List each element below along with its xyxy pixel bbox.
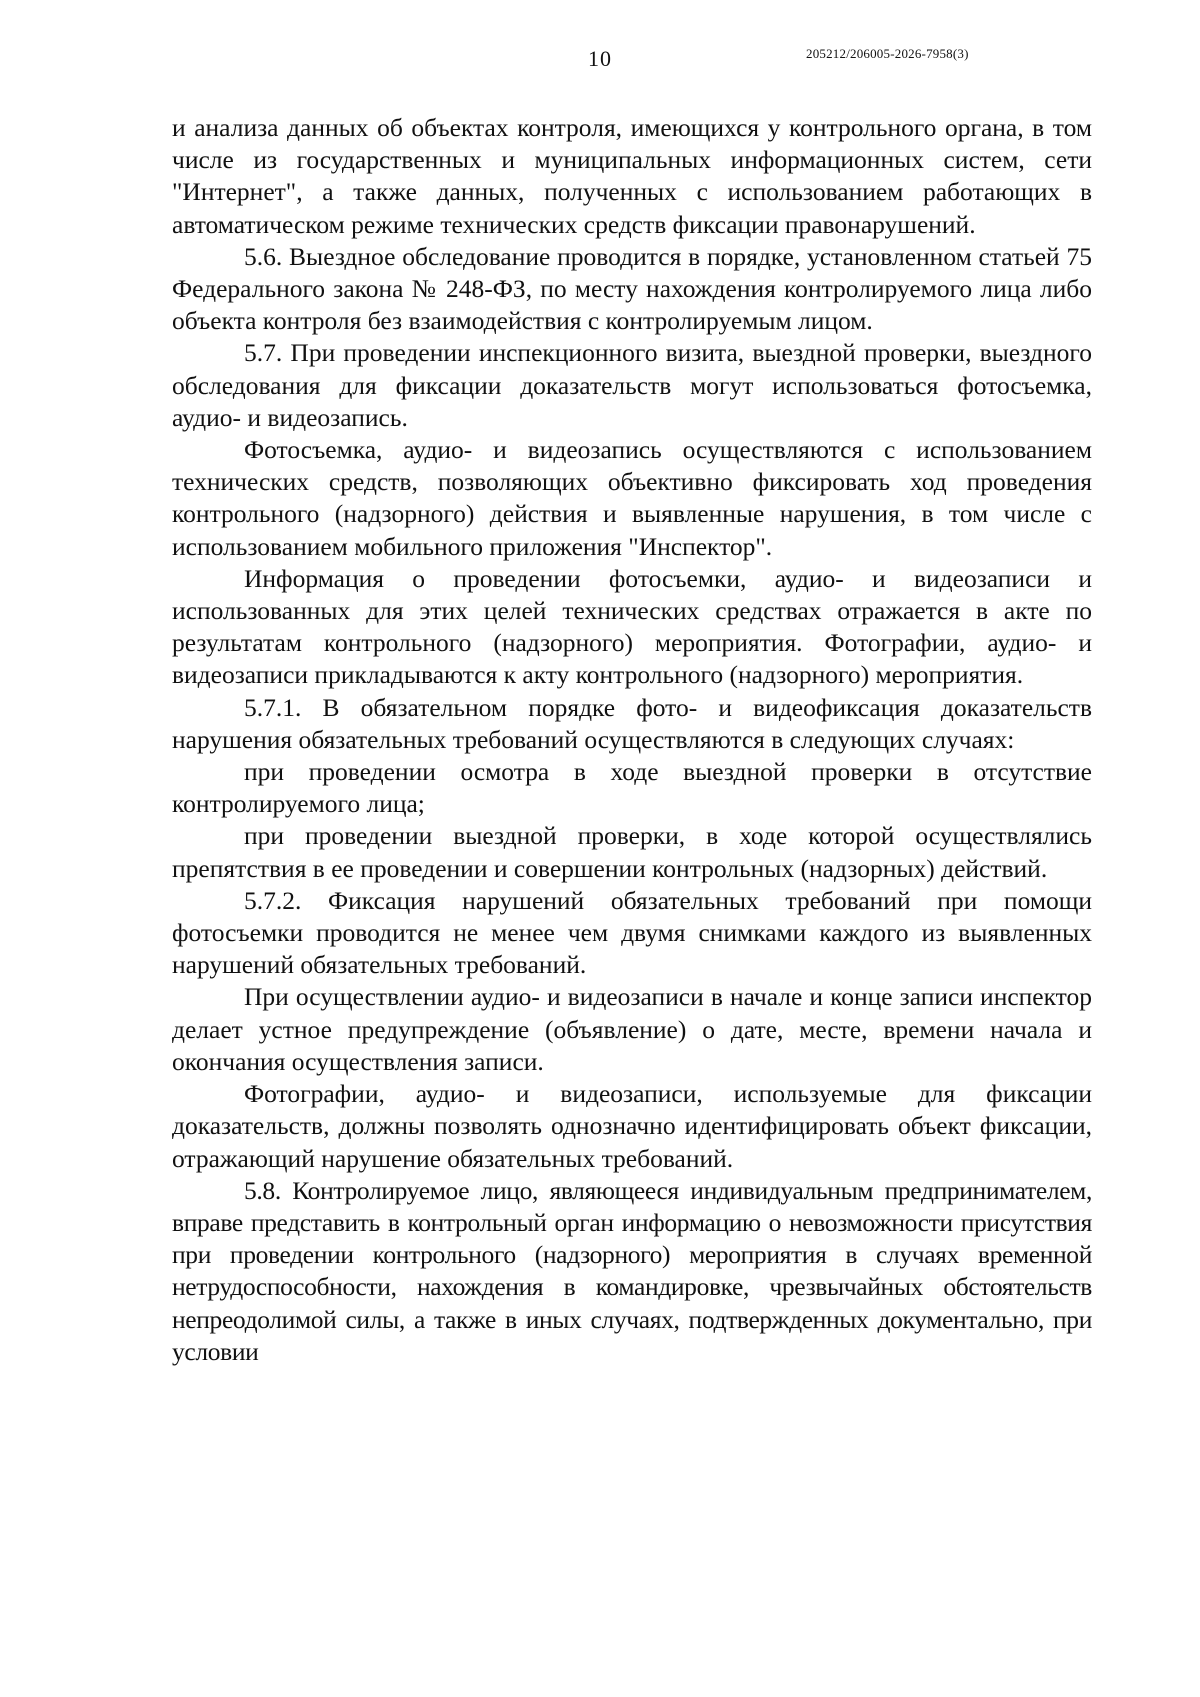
paragraph-5-7-1: 5.7.1. В обязательном порядке фото- и видеофиксация доказательств нарушения обязательных требований осуществляются в следующих случаях:	[172, 692, 1092, 754]
paragraph-identification: Фотографии, аудио- и видеозаписи, используемые для фиксации доказательств, должны позволять однозначно идентифицировать объект фиксации, отражающий нарушение обязательных требований.	[172, 1079, 1092, 1173]
paragraph-case-absence: при проведении осмотра в ходе выездной проверки в отсутствие контролируемого лица;	[172, 757, 1092, 819]
paragraph-recording-info: Информация о проведении фотосъемки, аудио- и видеозаписи и использованных для этих целей технических средствах отражается в акте по результатам контрольного (надзорного) мероприятия. Фотографии, аудио- и видеозаписи прикладываются к акту контрольного (надзорного) мероприятия.	[172, 563, 1092, 690]
paragraph-photo-video-means: Фотосъемка, аудио- и видеозапись осуществляются с использованием технических средств, позволяющих объективно фиксировать ход проведения контрольного (надзорного) действия и выявленные нарушения, в том числе с использованием мобильного приложения "Инспектор".	[172, 435, 1092, 561]
document-id: 205212/206005-2026-7958(3)	[806, 46, 969, 61]
paragraph-case-obstruction: при проведении выездной проверки, в ходе которой осуществлялись препятствия в ее проведении и совершении контрольных (надзорных) действий.	[172, 821, 1092, 883]
paragraph-5-7-2: 5.7.2. Фиксация нарушений обязательных требований при помощи фотосъемки проводится не менее чем двумя снимками каждого из выявленных нарушений обязательных требований.	[172, 885, 1092, 980]
paragraph-5-8: 5.8. Контролируемое лицо, являющееся индивидуальным предпринимателем, вправе представить в контрольный орган информацию о невозможности присутствия при проведении контрольного (надзорного) мероприятия в случаях временной нетрудоспособности, нахождения в командировке, чрезвычайных обстоятельств непреодолимой силы, а также в иных случаях, подтвержденных документально, при условии	[172, 1175, 1092, 1366]
paragraph-5-7: 5.7. При проведении инспекционного визита, выездной проверки, выездного обследования для фиксации доказательств могут использоваться фотосъемка, аудио- и видеозапись.	[172, 338, 1092, 432]
paragraph-5-6: 5.6. Выездное обследование проводится в порядке, установленном статьей 75 Федерального закона № 248-ФЗ, по месту нахождения контролируемого лица либо объекта контроля без взаимодействия с контролируемым лицом.	[172, 241, 1092, 336]
paragraph-recording-warning: При осуществлении аудио- и видеозаписи в начале и конце записи инспектор делает устное предупреждение (объявление) о дате, месте, времени начала и окончания осуществления записи.	[172, 982, 1092, 1076]
document-body	[172, 112, 1092, 1368]
page-number: 10	[588, 46, 612, 71]
paragraph-continuation: и анализа данных об объектах контроля, имеющихся у контрольного органа, в том числе из государственных и муниципальных информационных систем, сети "Интернет", а также данных, полученных с использованием работающих в автоматическом режиме технических средств фиксации правонарушений.	[172, 113, 1092, 239]
